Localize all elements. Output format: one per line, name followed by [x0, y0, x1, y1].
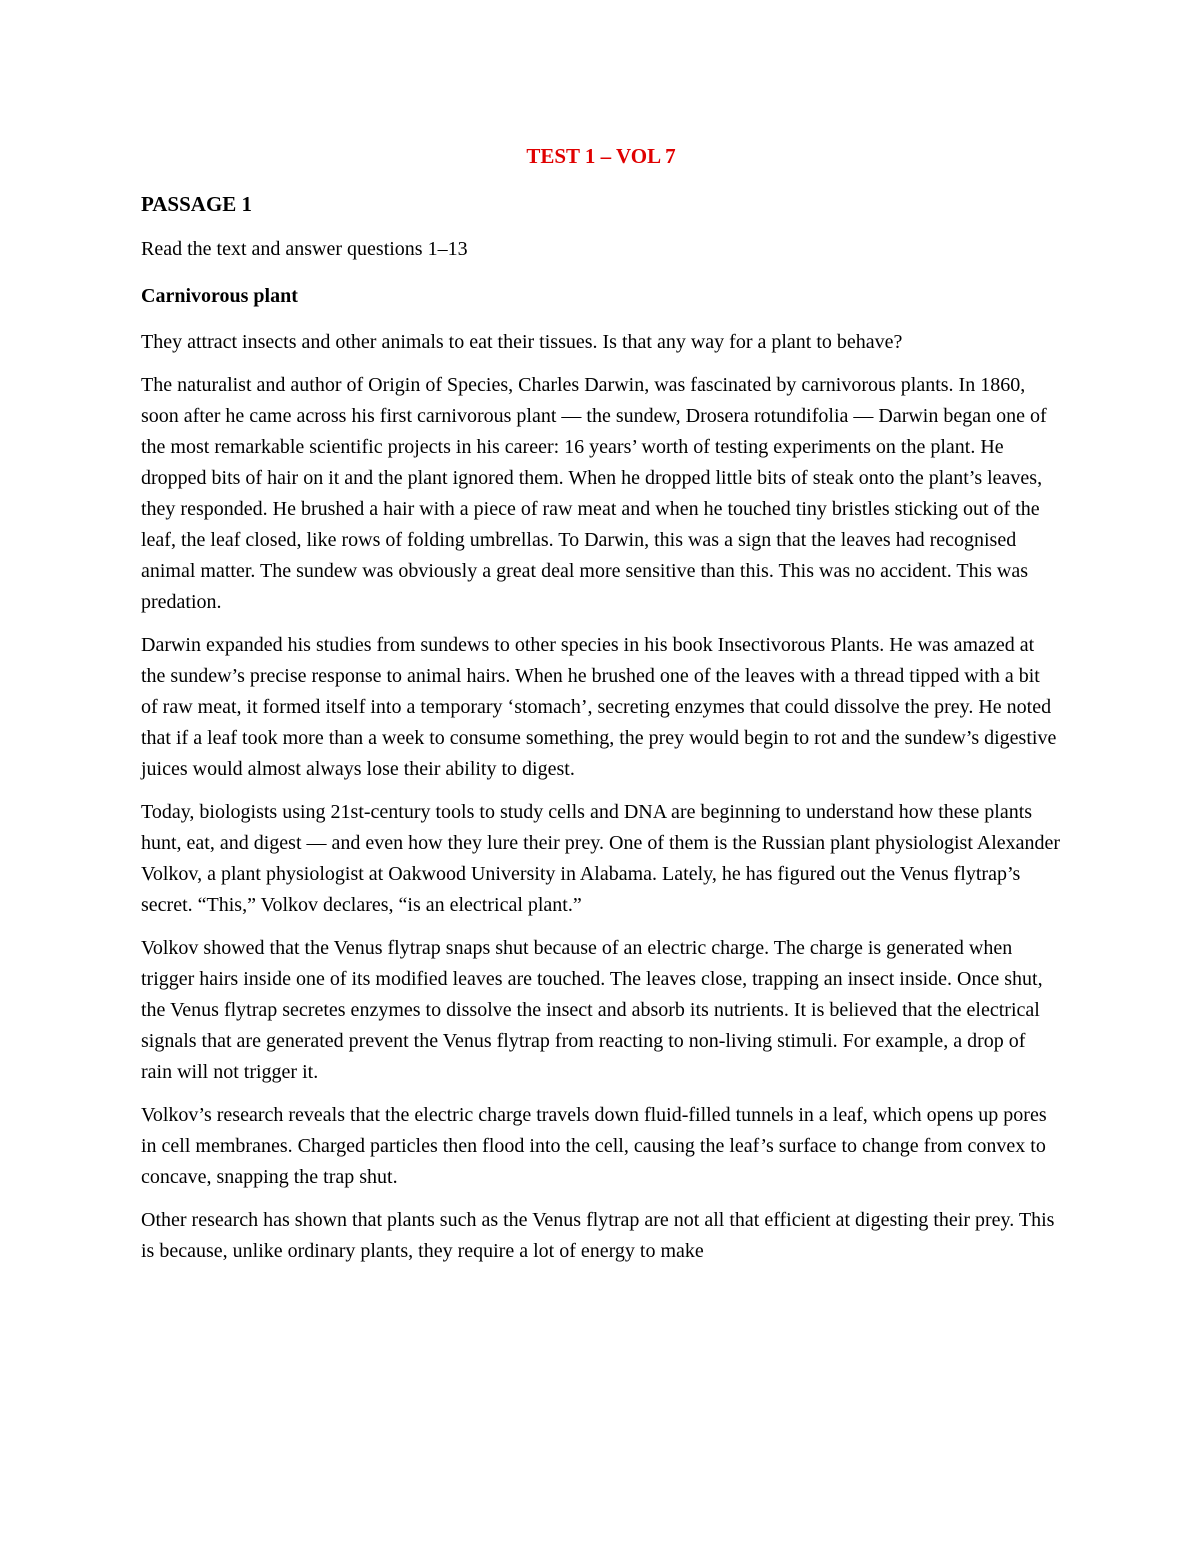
test-title: TEST 1 – VOL 7	[526, 144, 676, 168]
instruction-text: Read the text and answer questions 1–13	[141, 238, 468, 260]
paragraph: Volkov showed that the Venus flytrap snaps shut because of an electric charge. The charge is generated when trigger hairs inside one of its modified leaves are touched. The leaves close, trapping an insect inside. Once shut, the Venus flytrap secretes enzymes to dissolve the insect and absorb its nutrients. It is believed that the electrical signals that are generated prevent the Venus flytrap from reacting to non-living stimuli. For example, a drop of rain will not trigger it.	[141, 937, 1043, 1083]
paragraph: Other research has shown that plants such as the Venus flytrap are not all that efficient at digesting their prey. This is because, unlike ordinary plants, they require a lot of energy to make	[141, 1209, 1055, 1262]
passage-heading: Carnivorous plant	[141, 285, 298, 307]
paragraph: They attract insects and other animals to eat their tissues. Is that any way for a plant to behave?	[141, 331, 903, 353]
paragraph: Volkov’s research reveals that the electric charge travels down fluid-filled tunnels in a leaf, which opens up pores in cell membranes. Charged particles then flood into the cell, causing the leaf’s surface to change from convex to concave, snapping the trap shut.	[141, 1104, 1047, 1188]
passage-label: PASSAGE 1	[141, 192, 253, 216]
document-page	[141, 140, 1061, 1279]
paragraph: Today, biologists using 21st-century tools to study cells and DNA are beginning to understand how these plants hunt, eat, and digest — and even how they lure their prey. One of them is the Russian plant physiologist Alexander Volkov, a plant physiologist at Oakwood University in Alabama. Lately, he has figured out the Venus flytrap’s secret. “This,” Volkov declares, “is an electrical plant.”	[141, 801, 1061, 916]
paragraph: The naturalist and author of Origin of Species, Charles Darwin, was fascinated by carnivorous plants. In 1860, soon after he came across his first carnivorous plant — the sundew, Drosera rotundifolia — Darwin began one of the most remarkable scientific projects in his career: 16 years’ worth of testing experiments on the plant. He dropped bits of hair on it and the plant ignored them. When he dropped little bits of steak onto the plant’s leaves, they responded. He brushed a hair with a piece of raw meat and when he touched tiny bristles sticking out of the leaf, the leaf closed, like rows of folding umbrellas. To Darwin, this was a sign that the leaves had recognised animal matter. The sundew was obviously a great deal more sensitive than this. This was no accident. This was predation.	[141, 374, 1047, 613]
paragraph: Darwin expanded his studies from sundews to other species in his book Insectivorous Plants. He was amazed at the sundew’s precise response to animal hairs. When he brushed one of the leaves with a thread tipped with a bit of raw meat, it formed itself into a temporary ‘stomach’, secreting enzymes that could dissolve the prey. He noted that if a leaf took more than a week to consume something, the prey would begin to rot and the sundew’s digestive juices would almost always lose their ability to digest.	[141, 634, 1057, 780]
